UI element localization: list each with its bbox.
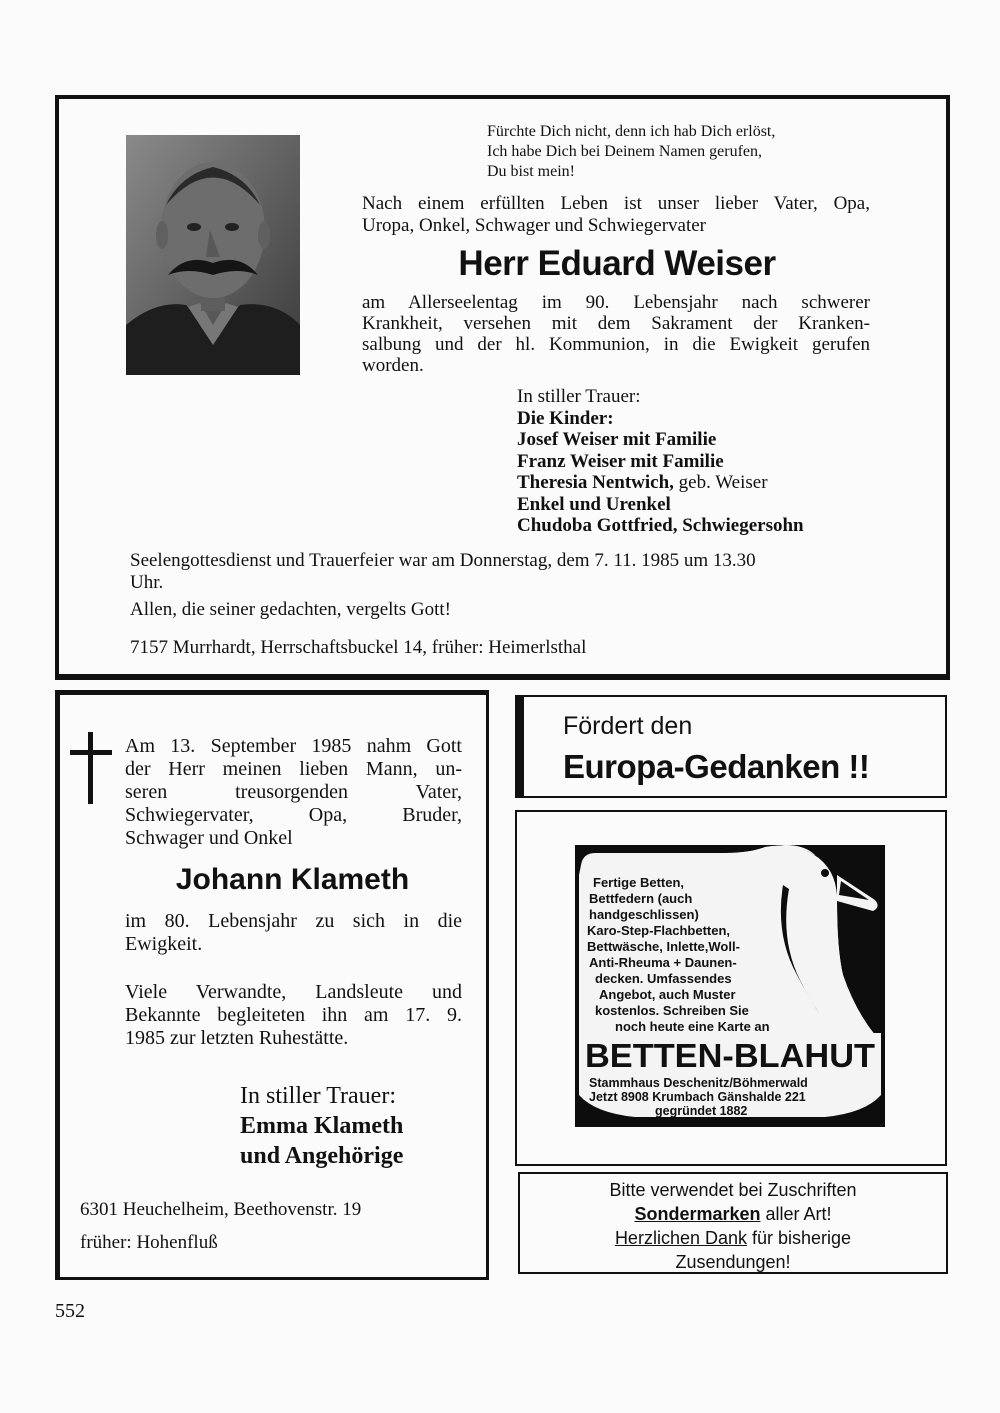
mourner: Franz Weiser mit Familie <box>517 450 724 472</box>
obituary-body <box>125 735 462 850</box>
intro-line: Nach einem erfüllten Leben ist unser lieber Vater, Opa, <box>362 193 870 214</box>
notice-text: aller Art! <box>760 1204 832 1224</box>
brand-name: BETTEN-BLAHUT <box>585 1037 875 1074</box>
ad-text-line: Angebot, auch Muster <box>599 987 736 1002</box>
mourners-list <box>517 386 804 537</box>
body-line: Am 13. September 1985 nahm Gott <box>125 735 462 757</box>
obituary-body-2 <box>125 910 462 956</box>
notice-emphasis: Sondermarken <box>634 1204 761 1224</box>
body-line: im 80. Lebensjahr zu sich in die <box>125 910 462 932</box>
ad-footer-line: Jetzt 8908 Krumbach Gänshalde 221 <box>589 1090 806 1104</box>
betten-blahut-ad <box>575 845 885 1127</box>
mourner: Chudoba Gottfried, Schwiegersohn <box>517 515 804 536</box>
obituary-body-3 <box>125 981 462 1050</box>
mourning-heading: In stiller Trauer: <box>240 1083 396 1109</box>
address: 6301 Heuchelheim, Beethovenstr. 19 <box>80 1199 362 1220</box>
ad-text-line: Karo-Step-Flachbetten, <box>587 923 731 938</box>
ad-text-line: Bettwäsche, Inlette,Woll- <box>587 939 740 954</box>
body-line: Schwager und Onkel <box>125 827 293 849</box>
thanks-text: Allen, die seiner gedachten, vergelts Gott! <box>130 599 451 620</box>
verse-line: Fürchte Dich nicht, denn ich hab Dich erlöst, <box>487 123 776 140</box>
notice-text: für bisherige <box>747 1228 852 1248</box>
ad-text-line: decken. Umfassendes <box>595 971 732 986</box>
children-heading: Die Kinder: <box>517 407 614 429</box>
address-block <box>80 1193 361 1259</box>
verse-line: Ich habe Dich bei Deinem Namen gerufen, <box>487 143 762 160</box>
ad-text-line: Fertige Betten, <box>593 875 685 890</box>
ad-footer-line: Stammhaus Deschenitz/Böhmerwald <box>589 1076 808 1090</box>
mourner <box>517 472 804 494</box>
ad-text-line: kostenlos. Schreiben Sie <box>595 1003 749 1018</box>
europa-line-2: Europa-Gedanken !! <box>563 748 870 785</box>
swan-icon <box>575 845 885 1127</box>
service-info <box>130 550 875 594</box>
address: 7157 Murrhardt, Herrschaftsbuckel 14, früher: Heimerlsthal <box>130 637 587 658</box>
body-line: Krankheit, versehen mit dem Sakrament der Kranken- <box>362 313 870 334</box>
mourner: Emma Klameth <box>240 1113 404 1139</box>
verse-line: Du bist mein! <box>487 163 575 180</box>
ad-text-line: noch heute eine Karte an <box>615 1019 770 1034</box>
ad-text-line: Bettfedern (auch <box>589 891 693 906</box>
page-number: 552 <box>55 1300 85 1322</box>
intro-text <box>362 193 870 237</box>
deceased-name: Herr Eduard Weiser <box>458 244 776 283</box>
body-line: seren treusorgenden Vater, <box>125 781 462 803</box>
notice-line <box>520 1202 946 1226</box>
mourner: Josef Weiser mit Familie <box>517 429 717 450</box>
obituary-body <box>362 292 870 376</box>
intro-line: Uropa, Onkel, Schwager und Schwiegervater <box>362 215 706 236</box>
cross-svg <box>70 732 112 804</box>
notice-line: Zusendungen! <box>675 1252 791 1272</box>
body-line: salbung und der hl. Kommunion, in die Ewigkeit gerufen <box>362 334 870 355</box>
ad-footer-line: gegründet 1882 <box>655 1104 748 1118</box>
mourner: und Angehörige <box>240 1143 404 1169</box>
former-address: früher: Hohenfluß <box>80 1232 218 1253</box>
notice-emphasis: Herzlichen Dank <box>614 1228 747 1248</box>
notice-line: Bitte verwendet bei Zuschriften <box>609 1180 857 1200</box>
mourners-list <box>240 1081 403 1171</box>
body-line: Schwiegervater, Opa, Bruder, <box>125 804 462 826</box>
ad-text-line: Anti-Rheuma + Daunen- <box>589 955 737 970</box>
mourner-maiden-name: geb. Weiser <box>673 472 768 493</box>
mourning-heading: In stiller Trauer: <box>517 386 641 407</box>
mourner: Enkel und Urenkel <box>517 493 671 515</box>
bible-verse <box>487 122 775 182</box>
service-line: Seelengottesdienst und Trauerfeier war am Donnerstag, dem 7. 11. 1985 um 13.30 <box>130 550 756 571</box>
mourner-name: Theresia Nentwich, <box>517 472 674 493</box>
service-line: Uhr. <box>130 572 164 593</box>
body-line: am Allerseelentag im 90. Lebensjahr nach schwerer <box>362 292 870 313</box>
body-line: Ewigkeit. <box>125 933 203 955</box>
notice-line <box>520 1226 946 1250</box>
europa-line-1: Fördert den <box>563 712 693 740</box>
portrait-photo <box>126 135 300 375</box>
body-line: der Herr meinen lieben Mann, un- <box>125 758 462 780</box>
body-line: 1985 zur letzten Ruhestätte. <box>125 1027 349 1049</box>
body-line: Bekannte begleiteten ihn am 17. 9. <box>125 1004 462 1026</box>
body-line: worden. <box>362 355 424 376</box>
stamp-notice-text <box>520 1178 946 1274</box>
ad-text-line: handgeschlissen) <box>589 907 699 922</box>
body-line: Viele Verwandte, Landsleute und <box>125 981 462 1003</box>
cross-icon <box>70 732 112 809</box>
deceased-name: Johann Klameth <box>175 863 410 896</box>
